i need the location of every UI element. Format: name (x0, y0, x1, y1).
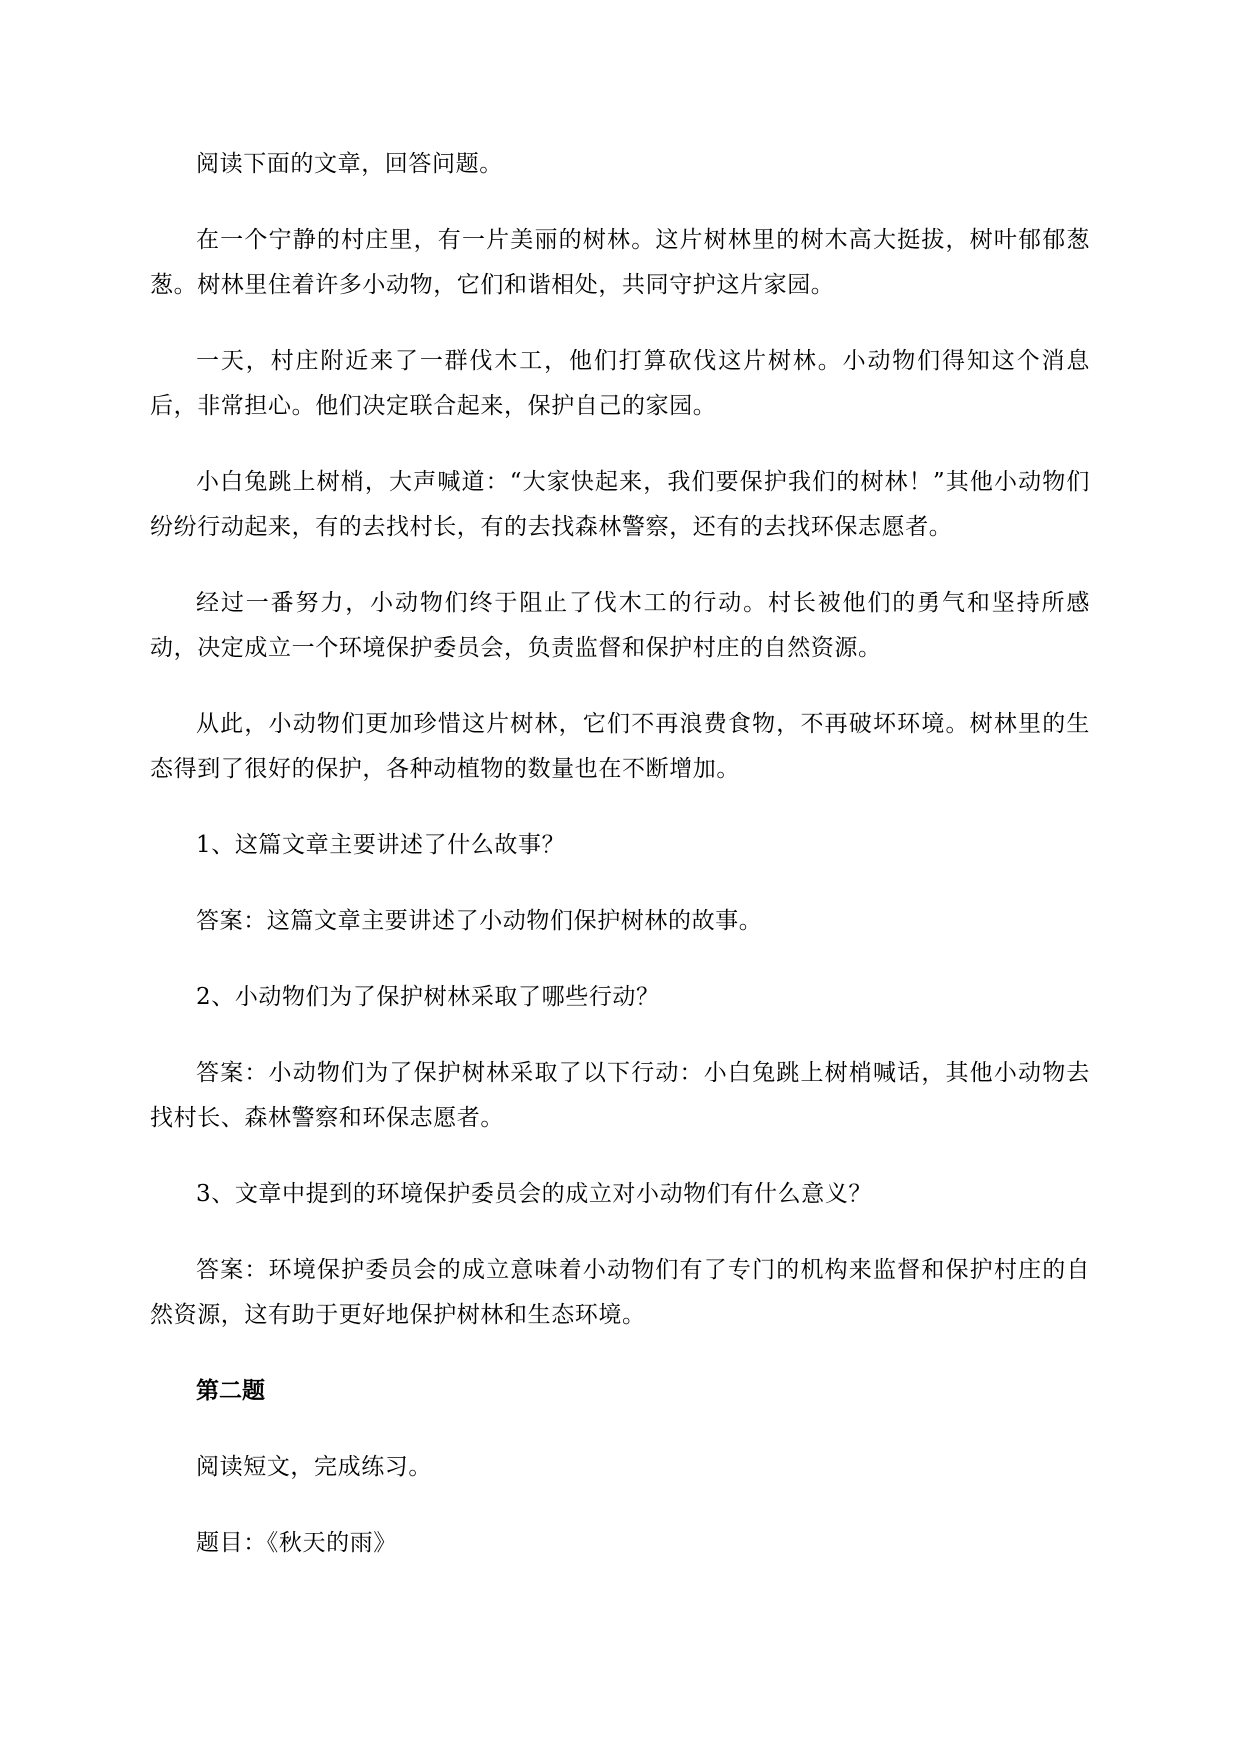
story-paragraph-4: 经过一番努力，小动物们终于阻止了伐木工的行动。村长被他们的勇气和坚持所感动，决定成立一个环境保护委员会，负责监督和保护村庄的自然资源。 (150, 590, 1090, 661)
section-title: 题目：《秋天的雨》 (196, 1530, 397, 1556)
answer-3: 答案：环境保护委员会的成立意味着小动物们有了专门的机构来监督和保护村庄的自然资源，这有助于更好地保护树林和生态环境。 (150, 1257, 1090, 1328)
story-paragraph-3: 小白兔跳上树梢，大声喊道：“大家快起来，我们要保护我们的树林！”其他小动物们纷纷行动起来，有的去找村长，有的去找森林警察，还有的去找环保志愿者。 (150, 469, 1090, 540)
question-1: 1、这篇文章主要讲述了什么故事？ (196, 832, 566, 858)
answer-1: 答案：这篇文章主要讲述了小动物们保护树林的故事。 (196, 908, 763, 934)
question-2: 2、小动物们为了保护树林采取了哪些行动？ (196, 984, 660, 1010)
document-page (150, 142, 1090, 1597)
intro-instruction: 阅读下面的文章，回答问题。 (196, 151, 503, 177)
answer-2: 答案：小动物们为了保护树林采取了以下行动：小白兔跳上树梢喊话，其他小动物去找村长、森林警察和环保志愿者。 (150, 1060, 1090, 1131)
section-instruction: 阅读短文，完成练习。 (196, 1454, 432, 1480)
story-paragraph-1: 在一个宁静的村庄里，有一片美丽的树林。这片树林里的树木高大挺拔，树叶郁郁葱葱。树林里住着许多小动物，它们和谐相处，共同守护这片家园。 (150, 227, 1090, 298)
story-paragraph-5: 从此，小动物们更加珍惜这片树林，它们不再浪费食物，不再破坏环境。树林里的生态得到了很好的保护，各种动植物的数量也在不断增加。 (150, 711, 1090, 782)
section-heading: 第二题 (196, 1378, 265, 1404)
story-paragraph-2: 一天，村庄附近来了一群伐木工，他们打算砍伐这片树林。小动物们得知这个消息后，非常担心。他们决定联合起来，保护自己的家园。 (150, 348, 1090, 419)
question-3: 3、文章中提到的环境保护委员会的成立对小动物们有什么意义？ (196, 1181, 873, 1207)
